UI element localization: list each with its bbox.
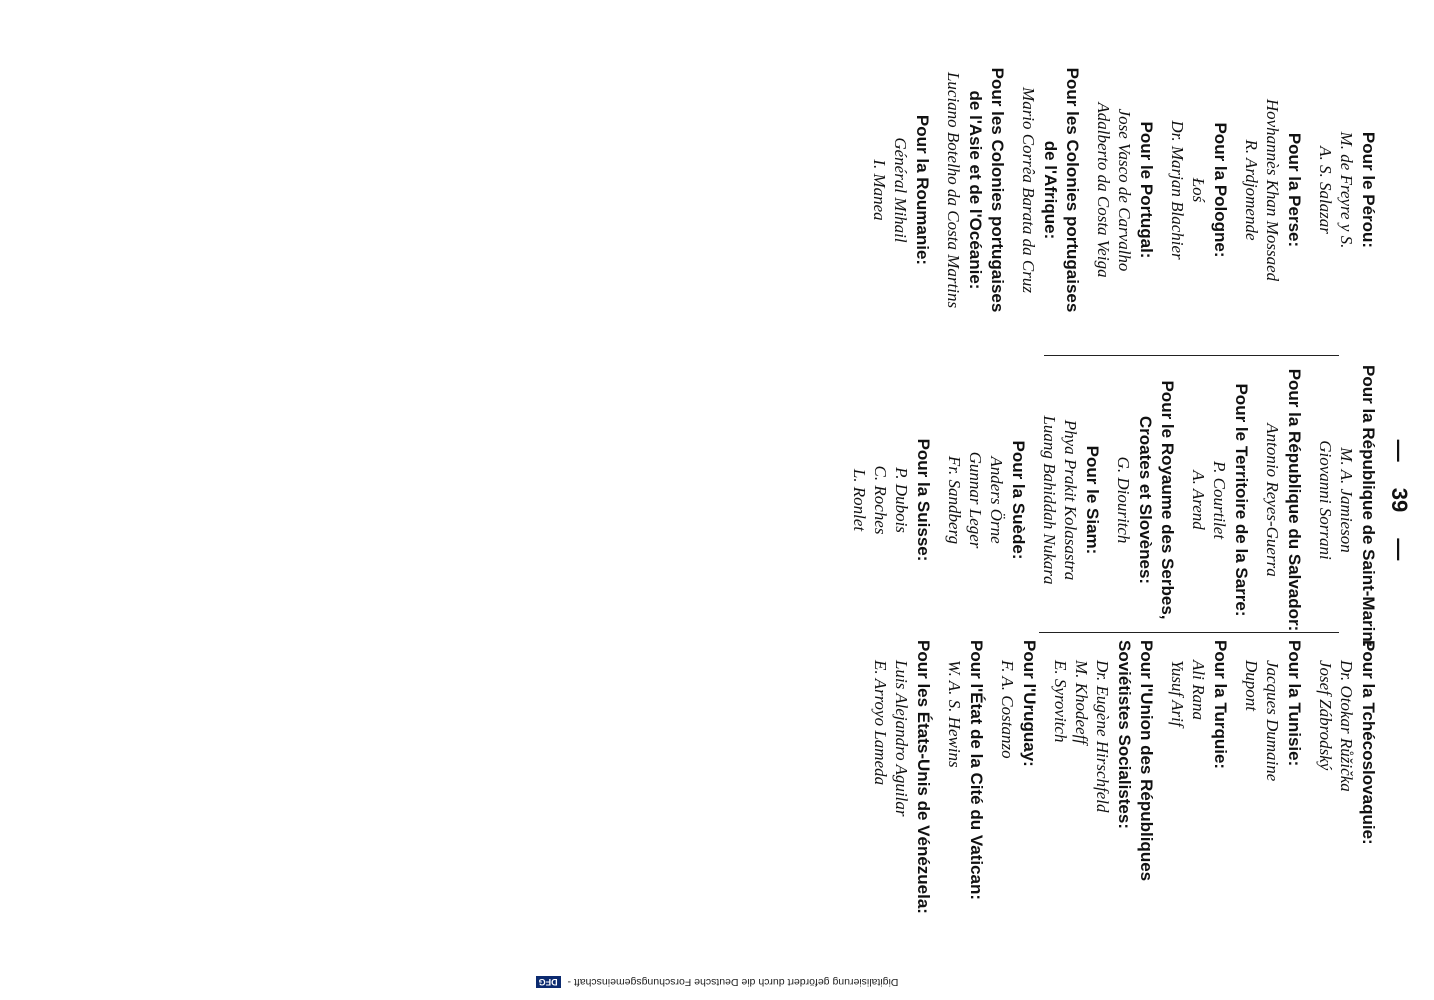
signatory-name: Dr. Eugène Hirschfeld	[1093, 660, 1112, 813]
signatory-name: P. Courtilet	[1210, 460, 1229, 540]
country-heading: Croates et Slovènes:	[1136, 415, 1155, 585]
signatories-middle-column	[839, 365, 1379, 648]
signatory-name: E. Arroyo Lameda	[871, 660, 890, 786]
country-heading: Pour l'Union des Républiques	[1137, 640, 1156, 882]
country-heading: Pour les États-Unis de Vénézuela:	[914, 640, 933, 914]
signatory-name: Fr. Sandberg	[945, 455, 964, 545]
page-number	[1386, 420, 1412, 580]
country-heading: Soviétistes Socialistes:	[1115, 640, 1134, 829]
column-divider-right	[1039, 632, 1339, 633]
country-heading: Pour la République du Salvador:	[1285, 368, 1304, 632]
country-heading: Pour la Tunisie:	[1285, 640, 1304, 767]
country-heading: Pour la Perse:	[1285, 132, 1304, 248]
signatory-group	[1093, 55, 1157, 325]
dfg-logo: DFG	[536, 976, 561, 988]
signatory-name: G. Diouritch	[1114, 456, 1133, 544]
signatory-name: Luang Bahiddah Nukara	[1040, 415, 1059, 585]
country-heading: Pour le Pérou:	[1359, 131, 1378, 249]
signatory-name: Dr. Marjan Blachier	[1168, 120, 1187, 260]
digitization-footer	[0, 976, 1434, 988]
signatory-group	[869, 55, 933, 325]
country-heading: Pour la Pologne:	[1211, 122, 1230, 258]
footer-credit-text: Digitalisierung gefördert durch die Deutsche Forschungsgemeinschaft -	[567, 976, 899, 988]
country-heading: Pour l'État de la Cité du Vatican:	[967, 640, 986, 901]
signatory-group	[1188, 365, 1252, 635]
signatory-name: E. Syrovitch	[1051, 660, 1070, 743]
country-heading: Pour le Royaume des Serbes,	[1158, 380, 1177, 620]
signatory-group	[1241, 55, 1305, 325]
signatory-group	[1113, 365, 1178, 635]
signatory-name: Général Mihail	[891, 137, 910, 243]
country-heading: Pour le Siam:	[1083, 445, 1102, 555]
page-number-dash-left: —	[1387, 439, 1412, 462]
signatory-group	[1167, 55, 1231, 325]
signatory-group	[997, 640, 1040, 910]
country-heading: de l'Afrique:	[1041, 140, 1060, 240]
signatories-left-column	[859, 55, 1379, 325]
country-heading: Pour la Roumanie:	[913, 114, 932, 266]
signatory-name: M. Khodeeff	[1072, 660, 1091, 745]
signatory-name: Hovhannès Khan Mossaed	[1263, 98, 1282, 282]
signatory-name: Ali Rana	[1189, 660, 1208, 720]
country-heading: Pour les Colonies portugaises	[1063, 67, 1082, 313]
signatory-name: Antonio Reyes-Guerra	[1263, 423, 1282, 577]
signatory-group	[1039, 365, 1103, 635]
signatory-name: A. S. Salazar	[1316, 146, 1335, 234]
signatory-name: C. Roches	[871, 465, 890, 535]
signatories-right-column	[860, 640, 1379, 914]
signatory-name: Mario Corrêa Barata da Cruz	[1019, 87, 1038, 293]
signatory-group	[1315, 55, 1379, 325]
country-heading: de l'Asie et de l'Océanie:	[966, 90, 985, 290]
signatory-name: Gunnar Leger	[966, 451, 985, 549]
country-heading: Pour le Territoire de la Sarre:	[1232, 383, 1251, 617]
signatory-name: L. Ronlet	[850, 468, 869, 532]
signatory-name: I. Manea	[870, 159, 889, 221]
signatory-group	[944, 640, 987, 910]
signatory-name: Jose Vasco de Carvalho	[1115, 108, 1134, 272]
signatory-group	[1241, 640, 1305, 910]
column-divider-left	[1044, 355, 1339, 356]
signatory-group	[849, 365, 934, 635]
signatory-name: Anders Örne	[987, 456, 1006, 544]
signatory-name: Łoś	[1189, 177, 1208, 203]
country-heading: Pour la Suède:	[1009, 440, 1028, 560]
signatory-group	[943, 55, 1008, 325]
country-heading: Pour le Portugal:	[1137, 121, 1156, 259]
country-heading: Pour l'Uruguay:	[1020, 640, 1039, 767]
signatory-name: Giovanni Sorrani	[1316, 440, 1335, 560]
country-heading: Pour les Colonies portugaises	[988, 67, 1007, 313]
signatory-group	[1050, 640, 1157, 910]
signatory-name: Adalberto da Costa Veiga	[1094, 102, 1113, 278]
signatory-name: W. A. S. Hewins	[945, 660, 964, 768]
signatory-group	[870, 640, 934, 914]
country-heading: Pour la Suisse:	[914, 438, 933, 562]
signatory-name: M. A. Jamieson	[1337, 447, 1356, 553]
signatory-name: Phya Prakit Kolasastra	[1061, 419, 1080, 581]
page-number-dash-right: —	[1387, 538, 1412, 561]
country-heading: Pour la Tchécoslovaquie:	[1359, 640, 1378, 845]
signatory-name: Yusuf Arif	[1168, 660, 1187, 727]
signatory-name: Jacques Dumaine	[1263, 660, 1282, 782]
signatory-name: Dr. Otokar Růžička	[1337, 660, 1356, 792]
signatory-group	[1315, 365, 1379, 648]
signatory-name: R. Ardjomende	[1242, 139, 1261, 241]
signatory-name: F. A. Costanzo	[998, 660, 1017, 759]
signatory-name: P. Dubois	[892, 467, 911, 533]
signatory-name: M. de Freyre y S.	[1337, 131, 1356, 249]
signatory-name: A. Arend	[1189, 470, 1208, 530]
signatory-group	[1315, 640, 1379, 910]
country-heading: Pour la Turquie:	[1211, 640, 1230, 770]
signatory-name: Luciano Botelho da Costa Martins	[944, 71, 963, 309]
signatory-name: Dupont	[1242, 660, 1261, 711]
signatory-name: Josef Zábrodský	[1316, 660, 1335, 771]
signatory-group	[1018, 55, 1083, 325]
page-number-value: 39	[1387, 487, 1412, 513]
country-heading: Pour la République de Saint-Marin:	[1359, 365, 1378, 648]
signatory-group	[1262, 365, 1305, 635]
signatory-group	[944, 365, 1029, 635]
signatory-name: Luis Alejandro Aguilar	[892, 660, 911, 817]
signatory-group	[1167, 640, 1231, 910]
